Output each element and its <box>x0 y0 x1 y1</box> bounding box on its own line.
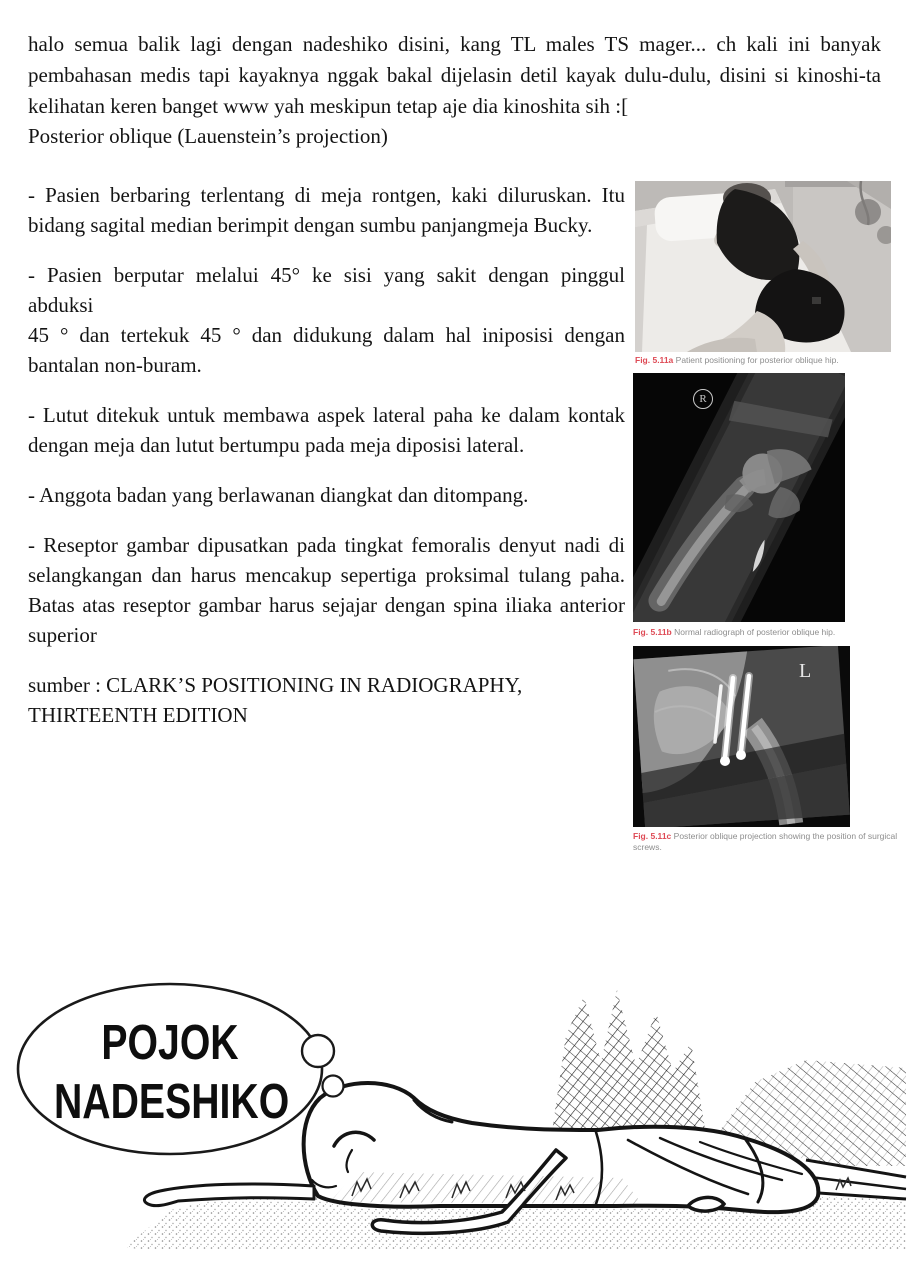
paragraph-line: 45 ° dan tertekuk 45 ° dan didukung dalam hal iniposisi dengan bantalan non-buram. <box>28 323 625 377</box>
patient-positioning-photo <box>635 181 891 352</box>
main-text-column <box>28 121 625 730</box>
figure-5-11c-caption <box>633 831 905 853</box>
section-heading: Posterior oblique (Lauenstein’s projection) <box>28 124 388 148</box>
figure-5-11a-image <box>635 181 891 352</box>
source-line: sumber : CLARK’S POSITIONING IN RADIOGRAPHY, <box>28 673 523 697</box>
figure-5-11c-image <box>633 646 850 827</box>
figure-caption-text: Posterior oblique projection showing the position of surgical screws. <box>633 831 898 852</box>
figure-5-11b-caption <box>633 627 891 638</box>
body-paragraph <box>28 180 625 240</box>
marker-letter-r: R <box>699 393 707 405</box>
paragraph-line: - Lutut ditekuk untuk membawa aspek lateral paha ke dalam kontak dengan meja dan lutut bertumpu pada meja diposisi lateral. <box>28 403 625 457</box>
bubble-dot <box>323 1076 344 1097</box>
surgical-screws-radiograph <box>633 646 850 827</box>
body-paragraph <box>28 400 625 460</box>
marker-letter-l: L <box>799 660 812 682</box>
radiograph-side-marker <box>799 660 811 683</box>
thought-bubble-text <box>25 1014 315 1132</box>
figure-label: Fig. 5.11b <box>633 627 672 637</box>
figure-caption-text: Normal radiograph of posterior oblique hip. <box>674 627 836 637</box>
paragraph-line: - Anggota badan yang berlawanan diangkat dan ditompang. <box>28 483 529 507</box>
body-paragraph <box>28 260 625 380</box>
source-line: THIRTEENTH EDITION <box>28 703 248 727</box>
paragraph-line: - Reseptor gambar dipusatkan pada tingkat femoralis denyut nadi di selangkangan dan harus mencakup sepertiga proksimal tulang paha. Batas atas reseptor gambar harus sejajar dengan spina iliaka anterior superior <box>28 533 625 647</box>
body-paragraph <box>28 480 625 510</box>
intro-paragraph: halo semua balik lagi dengan nadeshiko disini, kang TL males TS mager... ch kali ini banyak pembahasan medis tapi kayaknya nggak bakal dijelasin detil kayak dulu-dulu, disini si kinoshi-ta kelihatan keren banget www yah meskipun tetap aje dia kinoshita sih :[ <box>28 32 881 118</box>
figure-label: Fig. 5.11a <box>635 355 674 365</box>
body-paragraph <box>28 530 625 650</box>
figure-5-11b-image <box>633 373 845 622</box>
paragraph-line: - Pasien berputar melalui 45° ke sisi yang sakit dengan pinggul abduksi <box>28 263 625 317</box>
figure-caption-text: Patient positioning for posterior oblique hip. <box>675 355 839 365</box>
hatch-bush <box>552 990 706 1135</box>
bubble-line-1: POJOK <box>101 1016 239 1070</box>
paragraph-line: - Pasien berbaring terlentang di meja rontgen, kaki diluruskan. Itu bidang sagital median berimpit dengan sumbu panjangmeja Bucky. <box>28 183 625 237</box>
tucked-hand <box>688 1197 724 1211</box>
hip-radiograph <box>633 373 845 622</box>
figure-label: Fig. 5.11c <box>633 831 672 841</box>
bubble-line-2: NADESHIKO <box>54 1075 290 1129</box>
source-credit <box>28 670 625 730</box>
radiograph-side-marker <box>693 389 713 409</box>
figure-5-11a-caption <box>635 355 893 366</box>
